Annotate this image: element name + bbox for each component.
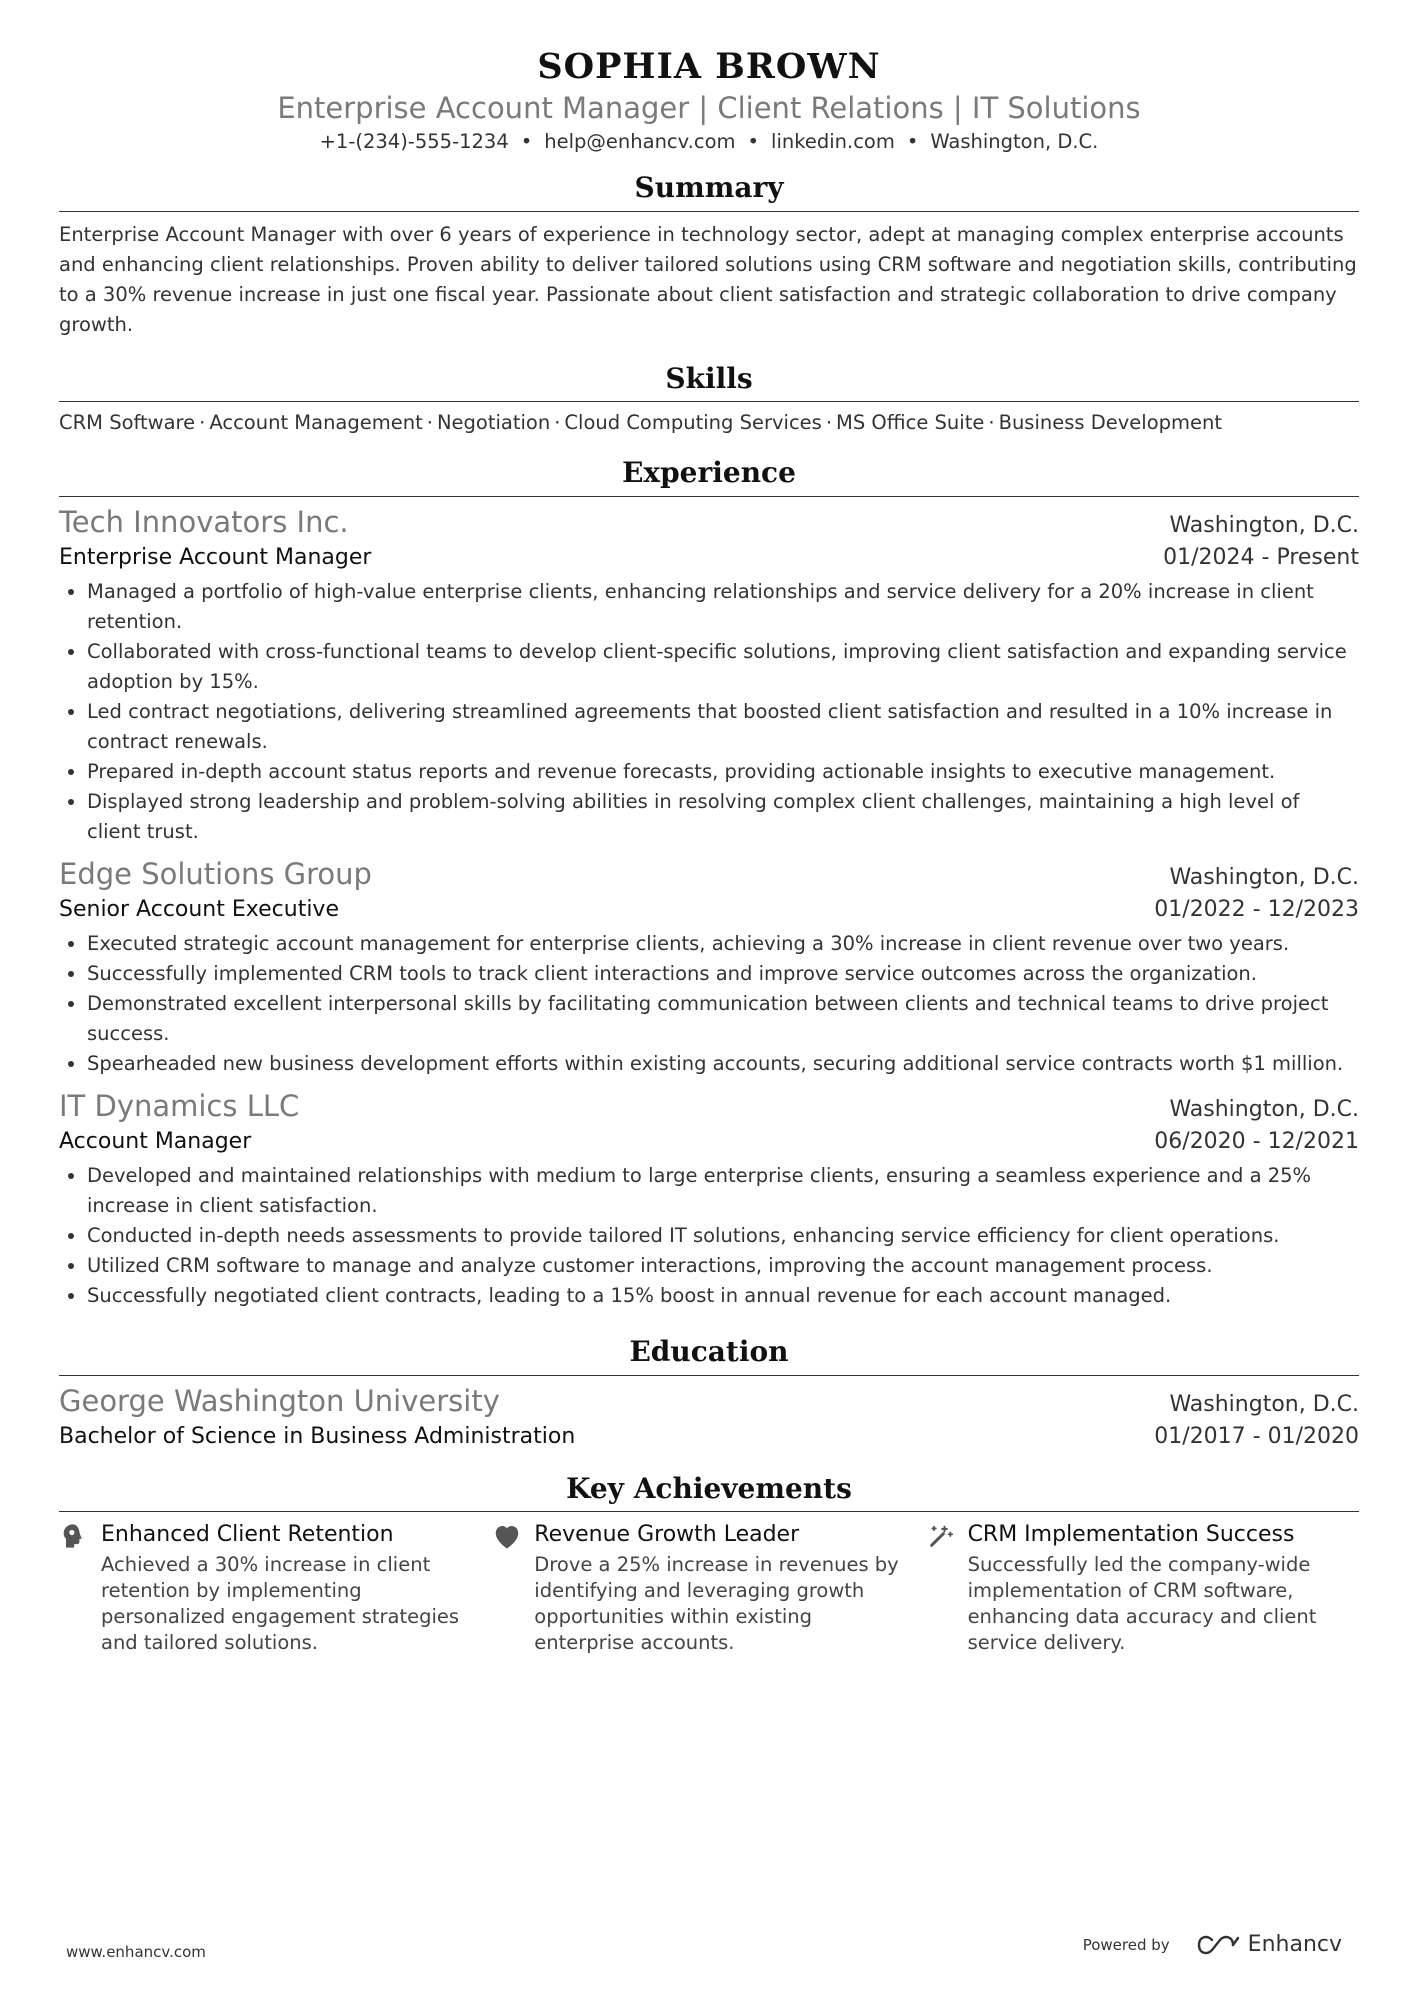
- achievements-section: [59, 1472, 1359, 1657]
- job-entry: [59, 855, 1359, 1079]
- job-bullet: • Utilized CRM software to manage and analyze customer interactions, improving the account management process.: [87, 1251, 1359, 1281]
- summary-title: Summary: [59, 171, 1359, 212]
- contact-location: Washington, D.C.: [930, 129, 1099, 153]
- resume-page: [59, 46, 1359, 1656]
- skill-item: MS Office Suite: [836, 411, 985, 435]
- job-dates: 01/2022 - 12/2023: [1154, 896, 1359, 922]
- separator-dot: •: [747, 129, 760, 153]
- achievement-title: Enhanced Client Retention: [101, 1522, 394, 1548]
- contact-phone: +1-(234)-555-1234: [319, 129, 509, 153]
- education-location: Washington, D.C.: [1169, 1391, 1359, 1417]
- job-dates: 06/2020 - 12/2021: [1154, 1128, 1359, 1154]
- achievement-item: [926, 1520, 1359, 1656]
- job-bullet: • Developed and maintained relationships with medium to large enterprise clients, ensuring a seamless experience and a 25% increase in client satisfaction.: [87, 1161, 1359, 1221]
- skill-item: Negotiation: [436, 411, 551, 435]
- skills-title: Skills: [59, 362, 1359, 403]
- achievement-description: Achieved a 30% increase in client retention by implementing personalized engagement strategies and tailored solutions.: [101, 1553, 460, 1655]
- job-role: Senior Account Executive: [59, 896, 339, 922]
- job-company: IT Dynamics LLC: [59, 1088, 300, 1123]
- contact-email: help@enhancv.com: [544, 129, 736, 153]
- education-entry: [59, 1382, 1359, 1454]
- skills-list: CRM Software · Account Management · Negotiation · Cloud Computing Services · MS Office Suite · Business Development: [59, 411, 1223, 435]
- summary-text: Enterprise Account Manager with over 6 years of experience in technology sector, adept at managing complex enterprise accounts and enhancing client relationships. Proven ability to deliver tailored solutions using CRM software and negotiation skills, contributing to a 30% revenue increase in just one fiscal year. Passionate about client satisfaction and strategic collaboration to drive company growth.: [59, 222, 1357, 336]
- enhancv-logo-icon: [1196, 1934, 1242, 1956]
- job-bullets: [59, 577, 1359, 847]
- job-location: Washington, D.C.: [1169, 512, 1359, 538]
- job-role: Enterprise Account Manager: [59, 544, 372, 570]
- experience-section: [59, 456, 1359, 1311]
- achievement-item: [492, 1520, 925, 1656]
- magic-wand-icon: [926, 1520, 968, 1656]
- job-bullets: [59, 929, 1359, 1079]
- powered-by-label: Powered by: [1082, 1935, 1170, 1954]
- job-bullet: • Demonstrated excellent interpersonal skills by facilitating communication between clients and technical teams to drive project success.: [87, 989, 1359, 1049]
- heart-icon: [492, 1520, 534, 1656]
- job-bullet: • Spearheaded new business development efforts within existing accounts, securing additional service contracts worth $1 million.: [87, 1049, 1359, 1079]
- education-degree: Bachelor of Science in Business Administration: [59, 1423, 576, 1449]
- candidate-name: SOPHIA BROWN: [537, 46, 881, 87]
- job-entry: [59, 503, 1359, 847]
- brand-name: Enhancv: [1247, 1932, 1342, 1957]
- education-section: [59, 1335, 1359, 1454]
- separator-dot: •: [520, 129, 533, 153]
- separator-dot: •: [906, 129, 919, 153]
- job-bullet: • Successfully implemented CRM tools to track client interactions and improve service outcomes across the organization.: [87, 959, 1359, 989]
- skill-item: Cloud Computing Services: [564, 411, 822, 435]
- contact-linkedin: linkedin.com: [771, 129, 895, 153]
- achievement-title: CRM Implementation Success: [967, 1522, 1295, 1548]
- achievement-description: Drove a 25% increase in revenues by identifying and leveraging growth opportunities within existing enterprise accounts.: [534, 1553, 899, 1655]
- skill-item: CRM Software: [59, 411, 196, 435]
- footer-branding: [1083, 1932, 1342, 1957]
- achievements-grid: [59, 1520, 1359, 1656]
- footer-website[interactable]: www.enhancv.com: [66, 1943, 206, 1961]
- skill-item: Account Management: [209, 411, 423, 435]
- job-bullet: • Conducted in-depth needs assessments to provide tailored IT solutions, enhancing service efficiency for client operations.: [87, 1221, 1359, 1251]
- job-bullet: • Prepared in-depth account status reports and revenue forecasts, providing actionable insights to executive management.: [87, 757, 1359, 787]
- job-bullets: [59, 1161, 1359, 1311]
- job-entry: [59, 1087, 1359, 1311]
- summary-section: [59, 171, 1359, 340]
- education-dates: 01/2017 - 01/2020: [1154, 1423, 1359, 1449]
- job-role: Account Manager: [59, 1128, 252, 1154]
- education-school: George Washington University: [59, 1383, 500, 1418]
- job-bullet: • Managed a portfolio of high-value enterprise clients, enhancing relationships and service delivery for a 20% increase in client retention.: [87, 577, 1359, 637]
- achievement-item: [59, 1520, 492, 1656]
- job-bullet: • Successfully negotiated client contracts, leading to a 15% boost in annual revenue for each account managed.: [87, 1281, 1359, 1311]
- experience-title: Experience: [59, 456, 1359, 497]
- contact-line: [59, 130, 1359, 153]
- candidate-headline: Enterprise Account Manager | Client Relations | IT Solutions: [277, 91, 1141, 125]
- achievements-title: Key Achievements: [59, 1472, 1359, 1513]
- job-location: Washington, D.C.: [1169, 864, 1359, 890]
- head-icon: [59, 1520, 101, 1656]
- job-bullet: • Collaborated with cross-functional teams to develop client-specific solutions, improving client satisfaction and expanding service adoption by 15%.: [87, 637, 1359, 697]
- job-bullet: • Led contract negotiations, delivering streamlined agreements that boosted client satisfaction and resulted in a 10% increase in contract renewals.: [87, 697, 1359, 757]
- achievement-description: Successfully led the company-wide implementation of CRM software, enhancing data accuracy and client service delivery.: [967, 1553, 1317, 1655]
- job-bullet: • Displayed strong leadership and problem-solving abilities in resolving complex client challenges, maintaining a high level of client trust.: [87, 787, 1359, 847]
- job-company: Edge Solutions Group: [59, 856, 372, 891]
- skill-item: Business Development: [998, 411, 1223, 435]
- job-dates: 01/2024 - Present: [1163, 544, 1359, 570]
- achievement-title: Revenue Growth Leader: [534, 1522, 800, 1548]
- enhancv-logo[interactable]: [1196, 1932, 1342, 1957]
- job-bullet: • Executed strategic account management for enterprise clients, achieving a 30% increase in client revenue over two years.: [87, 929, 1359, 959]
- skills-section: [59, 362, 1359, 439]
- job-location: Washington, D.C.: [1169, 1096, 1359, 1122]
- job-company: Tech Innovators Inc.: [59, 504, 349, 539]
- resume-header: [59, 46, 1359, 153]
- education-title: Education: [59, 1335, 1359, 1376]
